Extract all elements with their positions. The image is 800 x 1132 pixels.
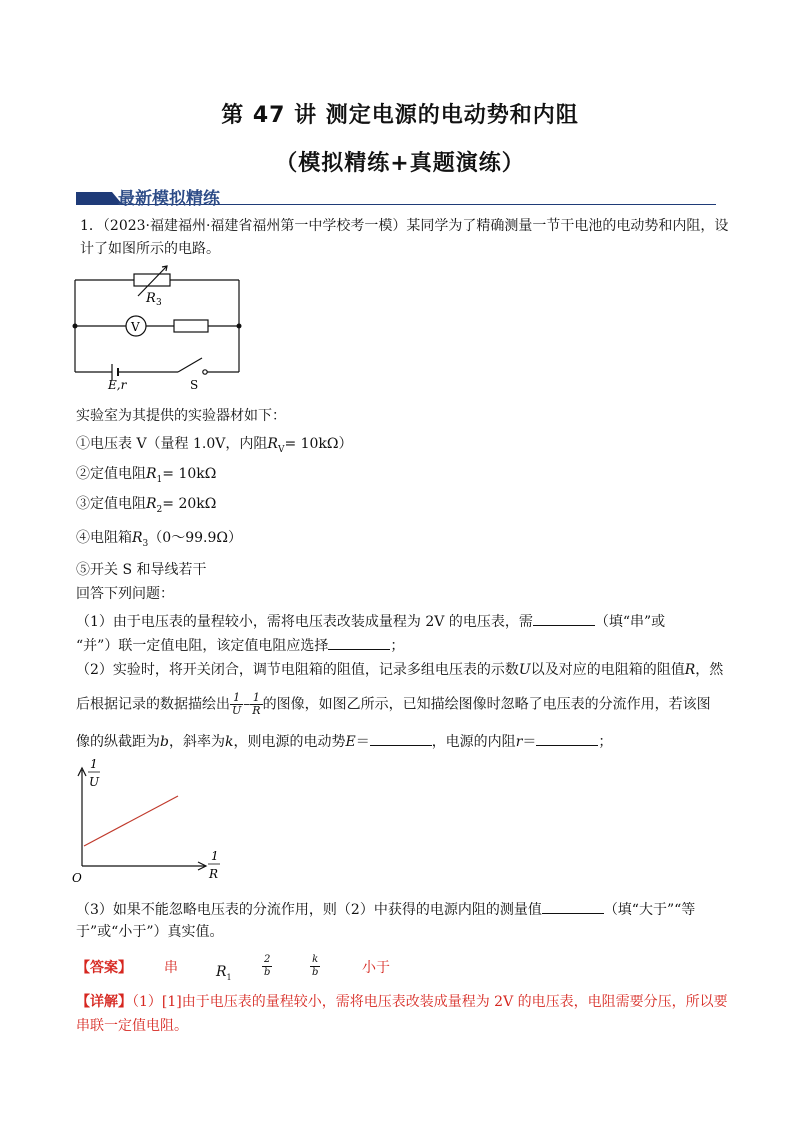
part3-line1: （3）如果不能忽略电压表的分流作用，则（2）中获得的电源内阻的测量值 （填“大于”“等 xyxy=(76,898,695,920)
answer-5: 小于 xyxy=(362,960,390,976)
rheostat-r3 xyxy=(134,274,170,286)
question-stem-line2: 计了如图所示的电路。 xyxy=(80,241,220,257)
question-stem-line1: 1．（2023·福建福州·福建省福州第一中学校考一模）某同学为了精确测量一节干电池的电动势和内阻，设 xyxy=(80,218,729,234)
detail-line1: 【详解】（1）[1]由于电压表的量程较小，需将电压表改装成量程为 2V 的电压表，电阻需要分压，所以要 xyxy=(76,994,728,1010)
detail-line2: 串联一定值电阻。 xyxy=(76,1018,188,1034)
circuit-diagram xyxy=(66,262,246,392)
graph-figure xyxy=(66,756,236,888)
x-label-num: 1 xyxy=(211,849,219,863)
switch-label: S xyxy=(190,378,199,392)
answer-blank-5[interactable] xyxy=(542,898,604,914)
page-title: 第 47 讲 测定电源的电动势和内阻 xyxy=(221,103,579,128)
equipment-item-2: ②定值电阻$R_1= 10k\Omega$ xyxy=(76,466,217,485)
answer-2: $R_1$ xyxy=(216,964,232,982)
data-line xyxy=(84,796,178,846)
answer-4: $\frac{k}{b}$ xyxy=(312,954,319,978)
part1-line2: “并”）联一定值电阻，该定值电阻应选择 ； xyxy=(76,634,404,656)
answer-blank-1[interactable] xyxy=(533,610,595,626)
part1-line1: （1）由于电压表的量程较小，需将电压表改装成量程为 2V 的电压表，需 （填“串”或 xyxy=(76,610,665,632)
voltmeter-label: V xyxy=(131,320,140,334)
fixed-resistor xyxy=(174,320,208,332)
r3-label: R xyxy=(146,291,156,306)
answer-label: 【答案】 xyxy=(76,960,132,976)
part3-line2: 于”或“小于”）真实值。 xyxy=(76,924,224,940)
answer-intro: 回答下列问题： xyxy=(76,586,174,602)
y-label-num: 1 xyxy=(90,757,98,771)
answer-blank-4[interactable] xyxy=(536,730,598,746)
part2-line1: （2）实验时，将开关闭合，调节电阻箱的阻值，记录多组电压表的示数U以及对应的电阻箱的阻值R，然 xyxy=(76,662,724,678)
switch-icon xyxy=(178,358,202,372)
equipment-item-4: ④电阻箱$R_3(0\sim 99.9\Omega)$ xyxy=(76,530,242,549)
answer-blank-3[interactable] xyxy=(370,730,432,746)
equipment-item-3: ③定值电阻$R_2= 20k\Omega$ xyxy=(76,496,217,515)
r3-sub: 3 xyxy=(156,298,162,308)
section-title: 最新模拟精练 xyxy=(118,189,220,209)
answer-3: $\frac{2}{b}$ xyxy=(264,954,271,978)
y-label-den: U xyxy=(89,775,100,789)
equipment-intro: 实验室为其提供的实验器材如下： xyxy=(76,408,286,424)
answer-blank-2[interactable] xyxy=(328,634,390,650)
equipment-item-5: ⑤开关 S 和导线若干 xyxy=(76,562,207,578)
equipment-item-1: ①电压表 V（量程 1.0V，内阻$R_V= 10k\Omega$） xyxy=(76,436,353,455)
part2-line2: 后根据记录的数据描绘出 $\frac{1}{U}$ – $\frac{1}{R}$ 的图像，如图乙所示，已知描绘图像时忽略了电压表的分流作用，若该图 xyxy=(76,691,711,717)
part2-line3: 像的纵截距为b，斜率为k，则电源的电动势E＝ ，电源的内阻r＝ ； xyxy=(76,730,612,752)
emf-label: E,r xyxy=(108,378,127,392)
origin-label: O xyxy=(72,871,82,885)
page-subtitle: （模拟精练+真题演练） xyxy=(275,151,525,176)
answer-1: 串 xyxy=(164,960,178,976)
x-label-den: R xyxy=(209,867,219,881)
